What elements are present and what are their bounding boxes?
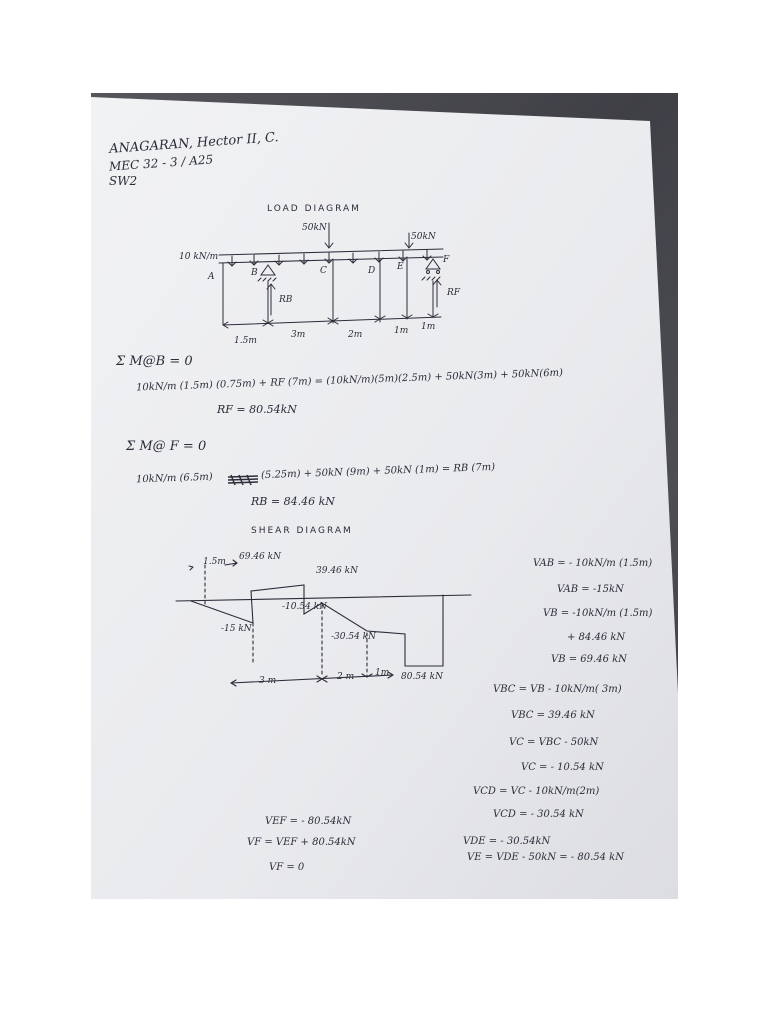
point-d: D xyxy=(368,266,376,276)
span-3: 2m xyxy=(348,330,363,340)
point-c: C xyxy=(320,266,327,276)
shear-neg3054-label: -30.54 kN xyxy=(331,632,376,642)
shear-dim-2m: 2 m xyxy=(337,672,355,682)
rb-result: RB = 84.46 kN xyxy=(251,495,335,508)
calc-vb-result: VB = 69.46 kN xyxy=(551,654,627,665)
calc-vf: VF = VEF + 80.54kN xyxy=(247,837,356,848)
shear-dim-first: 1.5m xyxy=(203,557,226,567)
span-1: 1.5m xyxy=(234,336,257,346)
calc-vbc-result: VBC = 39.46 kN xyxy=(511,710,595,721)
shear-neg15-label: -15 kN xyxy=(221,624,252,634)
work-label: SW2 xyxy=(109,174,138,188)
calc-ve: VE = VDE - 50kN = - 80.54 kN xyxy=(467,852,624,863)
sum-mf-equation-part-1: 10kN/m (6.5m) xyxy=(135,471,213,486)
course-code: MEC 32 - 3 / A25 xyxy=(108,152,214,174)
calc-vf-result: VF = 0 xyxy=(269,862,305,873)
calc-vb-plus: + 84.46 kN xyxy=(567,632,626,643)
calc-vde: VDE = - 30.54kN xyxy=(463,836,551,847)
span-2: 3m xyxy=(291,330,306,340)
calc-vb: VB = -10kN/m (1.5m) xyxy=(543,608,653,619)
sum-mb-equation: 10kN/m (1.5m) (0.75m) + RF (7m) = (10kN/m)(5m)(2.5m) + 50kN(3m) + 50kN(6m) xyxy=(135,367,564,394)
reaction-f-label: RF xyxy=(447,288,461,298)
shear-diagram-drawing xyxy=(91,93,678,899)
span-4: 1m xyxy=(394,326,409,336)
shear-dim-3m: 3 m xyxy=(259,676,277,686)
sum-mf-equation-part-2: (5.25m) + 50kN (9m) + 50kN (1m) = RB (7m) xyxy=(260,461,496,482)
calc-vc-result: VC = - 10.54 kN xyxy=(521,762,604,773)
calc-vbc: VBC = VB - 10kN/m( 3m) xyxy=(493,684,622,695)
calc-vc: VC = VBC - 50kN xyxy=(509,737,599,748)
photo xyxy=(91,93,678,899)
shear-diagram-title: SHEAR DIAGRAM xyxy=(251,526,353,536)
calc-vab: VAB = - 10kN/m (1.5m) xyxy=(533,558,653,569)
point-e: E xyxy=(397,262,404,272)
sum-mf-heading: Σ M@ F = 0 xyxy=(126,439,207,454)
shear-dim-1m: 1m xyxy=(375,668,390,678)
shear-neg1054-label: -10.54 kN xyxy=(282,602,327,612)
point-b: B xyxy=(251,268,258,278)
point-f: F xyxy=(443,255,450,265)
calc-vef: VEF = - 80.54kN xyxy=(265,816,352,827)
calc-vcd: VCD = VC - 10kN/m(2m) xyxy=(473,786,600,797)
reaction-b-label: RB xyxy=(279,295,293,305)
calc-vcd-result: VCD = - 30.54 kN xyxy=(493,809,584,820)
load-c-label: 50kN xyxy=(302,223,327,233)
shear-second-label: 39.46 kN xyxy=(316,566,358,576)
udl-label: 10 kN/m xyxy=(179,252,219,262)
load-diagram-title: LOAD DIAGRAM xyxy=(267,204,361,214)
student-name: ANAGARAN, Hector II, C. xyxy=(108,130,280,157)
span-5: 1m xyxy=(421,322,436,332)
sum-mb-heading: Σ M@B = 0 xyxy=(116,354,193,369)
shear-peak-label: 69.46 kN xyxy=(239,552,281,562)
load-e-label: 50kN xyxy=(411,232,436,242)
rf-result: RF = 80.54kN xyxy=(217,403,297,416)
point-a: A xyxy=(208,272,215,282)
calc-vab-result: VAB = -15kN xyxy=(557,584,624,595)
shear-8054-label: 80.54 kN xyxy=(401,672,443,682)
